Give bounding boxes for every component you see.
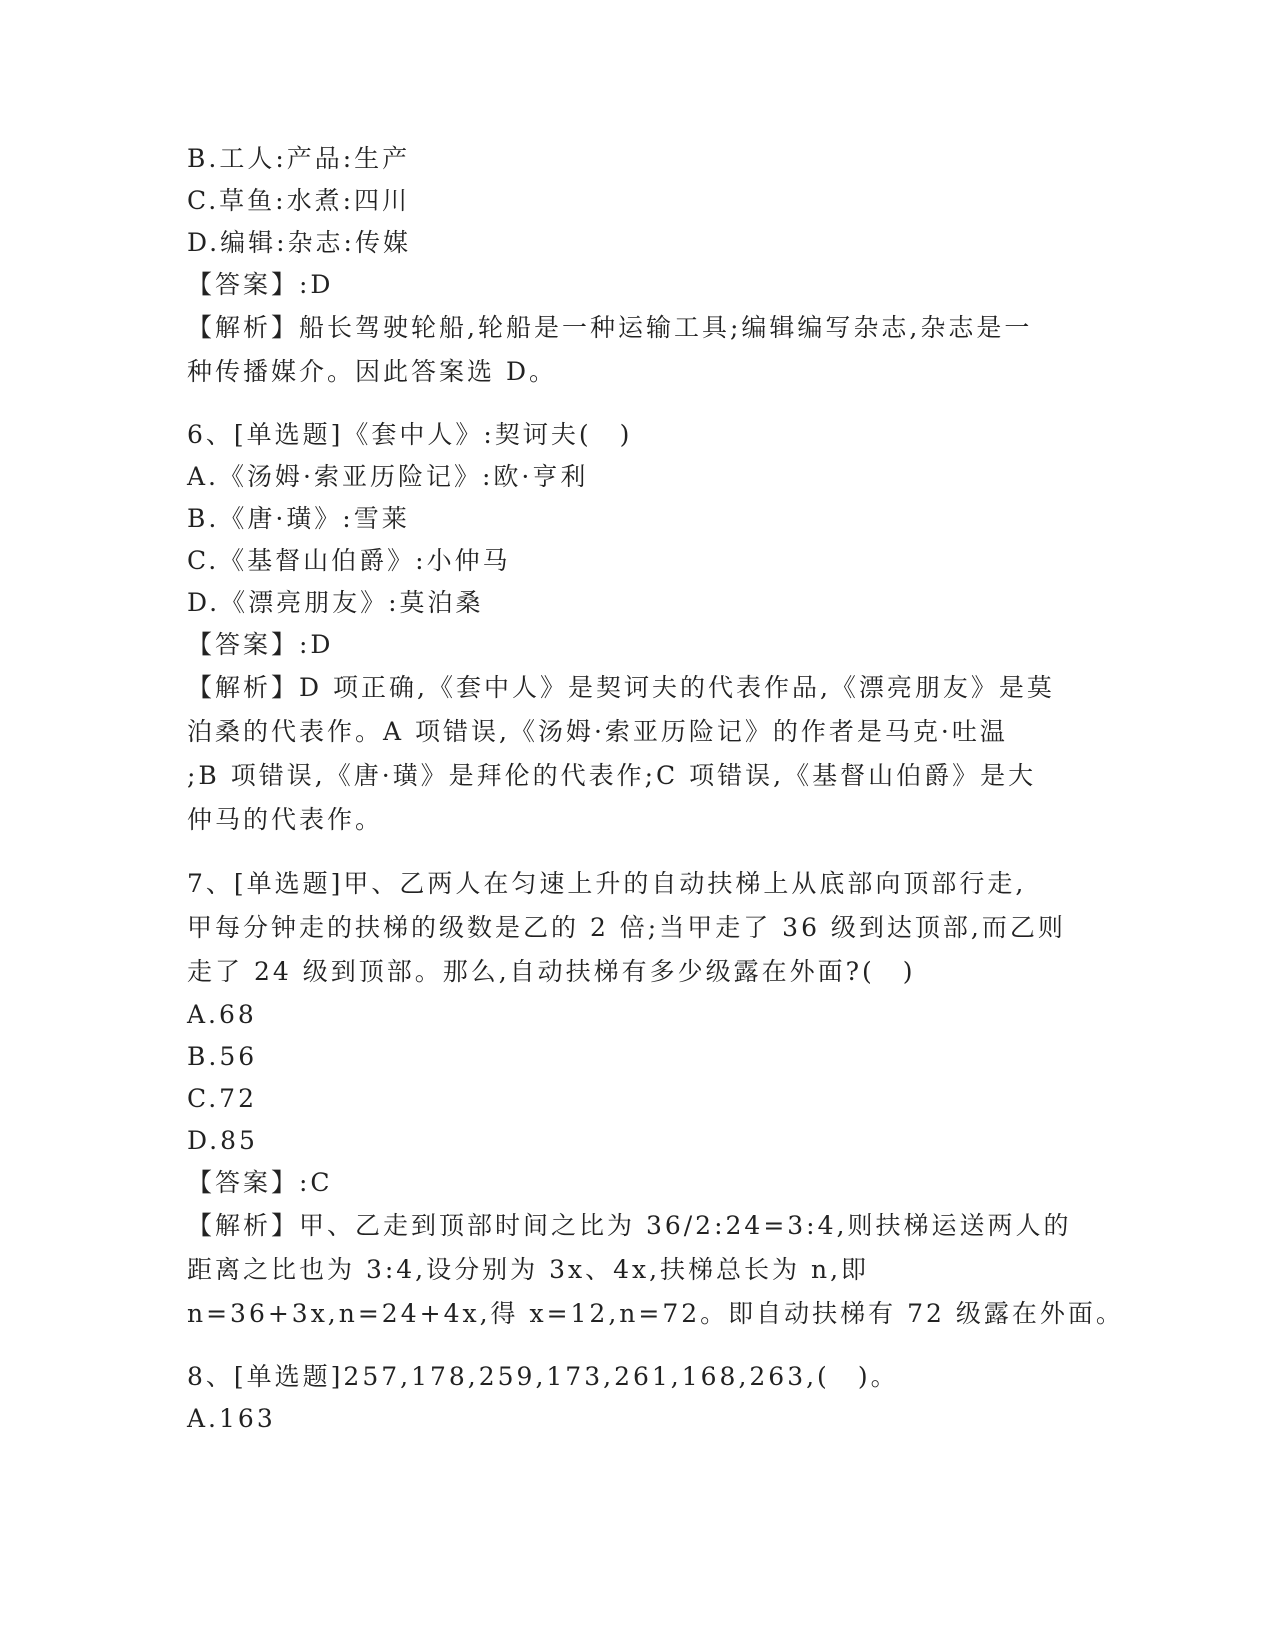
question-6: [187, 414, 1087, 842]
analysis-line: 种传播媒介。因此答案选 D。: [187, 357, 557, 386]
answer: 【答案】:C: [187, 1168, 333, 1197]
option-b: B.工人:产品:生产: [187, 144, 411, 173]
analysis-line: 泊桑的代表作。A 项错误,《汤姆·索亚历险记》的作者是马克·吐温: [187, 717, 1008, 746]
option-d: D.编辑:杂志:传媒: [187, 228, 411, 257]
option-b: B.《唐·璜》:雪莱: [187, 504, 410, 533]
answer: 【答案】:D: [187, 270, 334, 299]
option-c: C.72: [187, 1084, 257, 1113]
question-8: [187, 1356, 1087, 1440]
document-page: [187, 138, 1124, 1440]
option-a: A.163: [187, 1404, 276, 1433]
option-a: A.68: [187, 1000, 257, 1029]
option-c: C.《基督山伯爵》:小仲马: [187, 546, 511, 575]
question-7: [187, 862, 1124, 1336]
analysis-line: n=36+3x,n=24+4x,得 x=12,n=72。即自动扶梯有 72 级露在外面。: [187, 1299, 1124, 1328]
option-b: B.56: [187, 1042, 258, 1071]
option-d: D.85: [187, 1126, 258, 1155]
question-stem-line: 走了 24 级到顶部。那么,自动扶梯有多少级露在外面?( ): [187, 957, 916, 986]
option-a: A.《汤姆·索亚历险记》:欧·亨利: [187, 462, 589, 491]
analysis-line: 【解析】D 项正确,《套中人》是契诃夫的代表作品,《漂亮朋友》是莫: [187, 673, 1055, 702]
analysis-line: 仲马的代表作。: [187, 805, 384, 834]
analysis-line: 【解析】甲、乙走到顶部时间之比为 36/2:24=3:4,则扶梯运送两人的: [187, 1211, 1072, 1240]
question-stem: 8、[单选题]257,178,259,173,261,168,263,( )。: [187, 1362, 899, 1391]
analysis-line: ;B 项错误,《唐·璜》是拜伦的代表作;C 项错误,《基督山伯爵》是大: [187, 761, 1037, 790]
answer: 【答案】:D: [187, 630, 334, 659]
option-d: D.《漂亮朋友》:莫泊桑: [187, 588, 484, 617]
analysis-line: 【解析】船长驾驶轮船,轮船是一种运输工具;编辑编写杂志,杂志是一: [187, 313, 1033, 342]
question-stem-line: 甲每分钟走的扶梯的级数是乙的 2 倍;当甲走了 36 级到达顶部,而乙则: [187, 913, 1066, 942]
question-5-tail: [187, 138, 1087, 394]
question-stem: 6、[单选题]《套中人》:契诃夫( ): [187, 420, 633, 449]
analysis-line: 距离之比也为 3:4,设分别为 3x、4x,扶梯总长为 n,即: [187, 1255, 870, 1284]
question-stem-line: 7、[单选题]甲、乙两人在匀速上升的自动扶梯上从底部向顶部行走,: [187, 869, 1027, 898]
option-c: C.草鱼:水煮:四川: [187, 186, 411, 215]
